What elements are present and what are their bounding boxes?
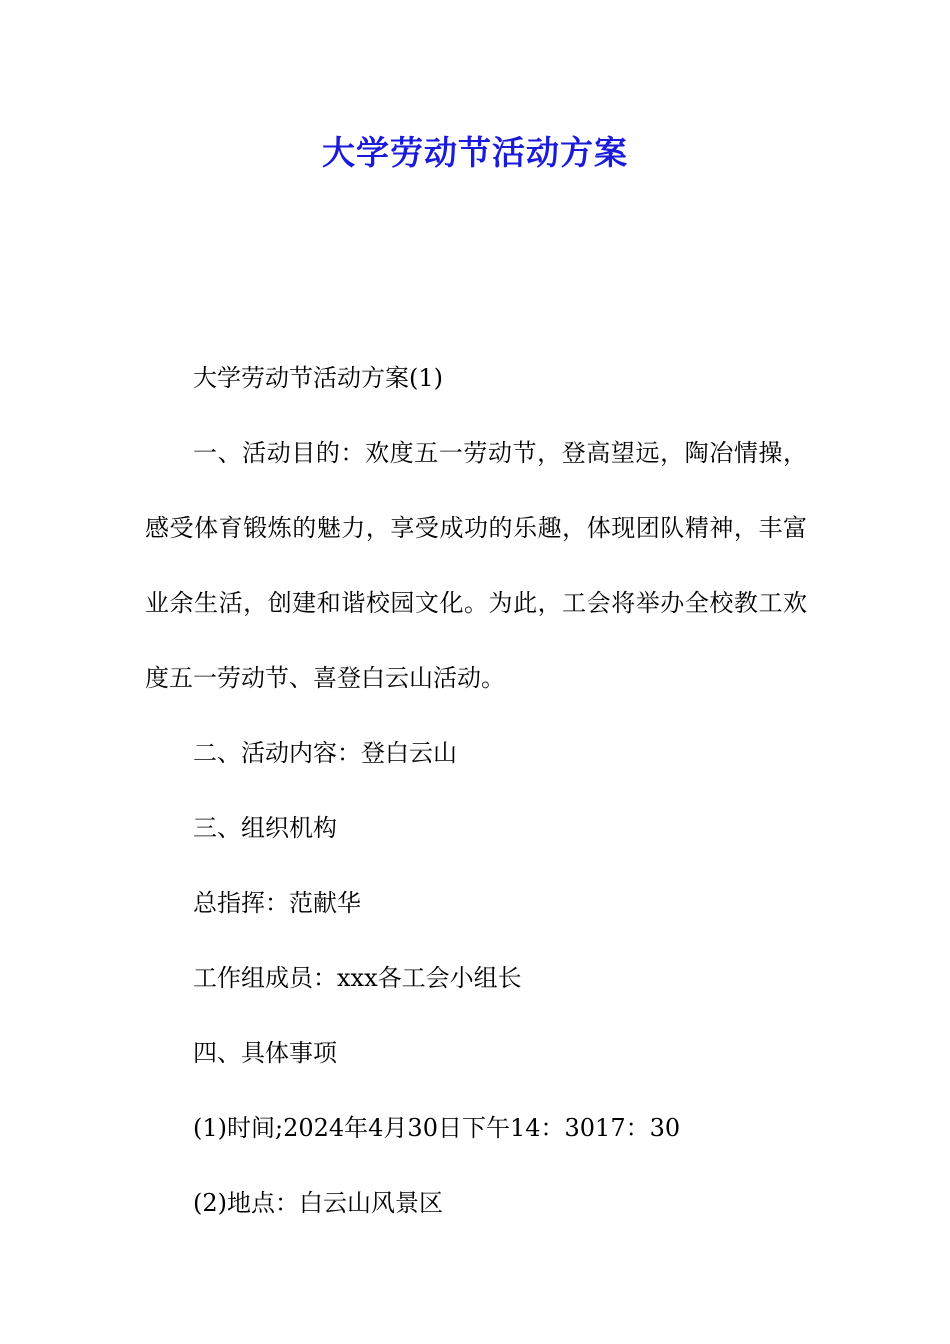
document-body (145, 341, 807, 1241)
paragraph-team-members: 工作组成员：xxx各工会小组长 (193, 964, 522, 992)
paragraph-organization: 三、组织机构 (193, 814, 337, 842)
paragraph-commander: 总指挥：范献华 (193, 889, 361, 917)
paragraph-time: (1)时间;2024年4月30日下午14：3017：30 (193, 1114, 681, 1142)
document-title: 大学劳动节活动方案 (322, 133, 628, 172)
paragraph-content: 二、活动内容：登白云山 (193, 739, 457, 767)
paragraph-details: 四、具体事项 (193, 1039, 337, 1067)
paragraph-location: (2)地点：白云山风景区 (193, 1189, 443, 1217)
section-heading: 大学劳动节活动方案(1) (193, 364, 443, 392)
paragraph-purpose: 一、活动目的：欢度五一劳动节，登高望远，陶冶情操，感受体育锻炼的魅力，享受成功的乐趣，体现团队精神，丰富业余生活，创建和谐校园文化。为此，工会将举办全校教工欢度五一劳动节、喜登白云山活动。 (145, 439, 807, 692)
